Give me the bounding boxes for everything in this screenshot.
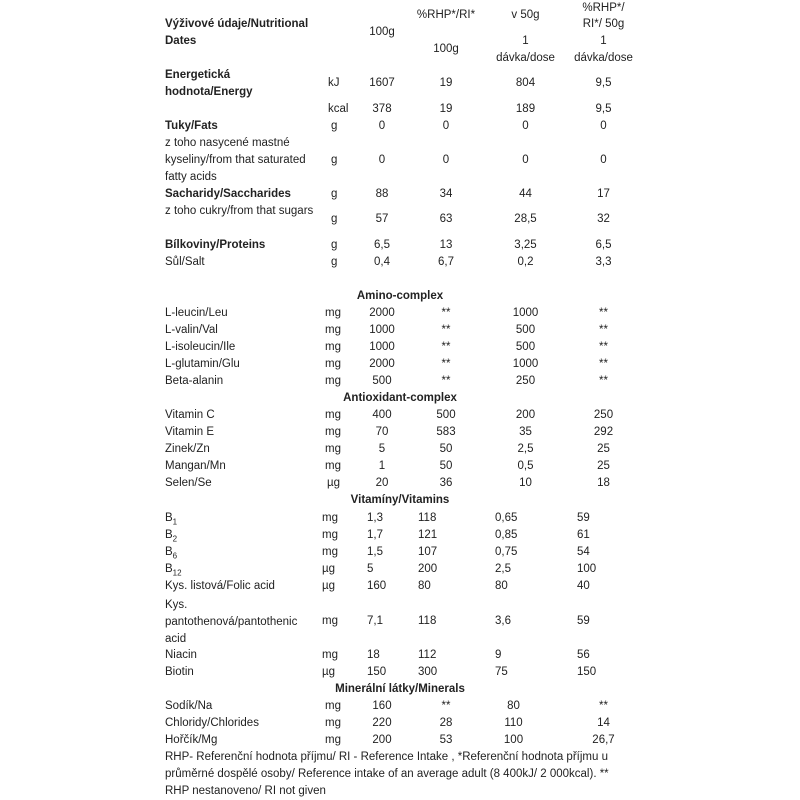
row-rhp-50g: 61 xyxy=(577,529,590,541)
header-v50-top: v 50g xyxy=(511,9,540,21)
row-rhp-100g: 118 xyxy=(418,615,437,627)
row-value-100g: 0 xyxy=(378,120,386,132)
row-rhp-100g: 80 xyxy=(418,580,431,592)
header-v50-bottom: dávka/dose xyxy=(496,52,555,64)
footnote: RHP- Referenční hodnota příjmu/ RI - Reference Intake , *Referenční hodnota příjmu u průměrné dospělé osoby/ Reference intake of an average adult (8 400kJ/ 2 000kcal). ** RHP nestanoveno/ RI not given xyxy=(165,751,609,797)
row-label: Bílkoviny/Proteins xyxy=(165,239,266,251)
row-unit: g xyxy=(331,120,338,132)
row-value-100g: 57 xyxy=(375,213,389,225)
row-label: L-leucin/Leu xyxy=(165,307,228,319)
row-rhp-100g: 63 xyxy=(439,213,453,225)
header-rhp50-num: 1 xyxy=(600,35,607,47)
row-rhp-100g: 53 xyxy=(439,734,453,746)
row-value-50g: 3,25 xyxy=(514,239,537,251)
row-value-50g: 500 xyxy=(515,341,536,353)
row-value-50g: 3,6 xyxy=(495,615,511,627)
row-value-100g: 70 xyxy=(375,426,389,438)
row-unit: mg xyxy=(325,341,341,353)
row-unit: mg xyxy=(322,512,338,524)
row-rhp-50g: 9,5 xyxy=(595,77,612,89)
row-rhp-100g: 13 xyxy=(439,239,453,251)
section-title-vitamins: Vitamíny/Vitamins xyxy=(350,494,450,506)
row-value-50g: 0 xyxy=(522,154,529,166)
row-unit: µg xyxy=(327,477,341,489)
row-rhp-100g: 36 xyxy=(439,477,453,489)
row-unit: g xyxy=(331,213,338,225)
row-rhp-50g: 6,5 xyxy=(595,239,612,251)
row-rhp-100g: 6,7 xyxy=(438,256,454,268)
row-value-50g: 80 xyxy=(495,580,508,592)
row-label: Selen/Se xyxy=(165,477,212,489)
row-value-100g: 160 xyxy=(367,580,387,592)
row-label: L-valin/Val xyxy=(165,324,218,336)
row-rhp-100g: 0 xyxy=(442,120,450,132)
row-value-50g: 0,85 xyxy=(495,529,518,541)
row-value-100g: 220 xyxy=(372,717,392,729)
row-value-100g: 160 xyxy=(372,700,392,712)
row-rhp-50g: 292 xyxy=(593,426,614,438)
row-label: Sůl/Salt xyxy=(165,256,205,268)
row-label: Tuky/Fats xyxy=(165,120,218,132)
row-rhp-50g: ** xyxy=(599,358,608,370)
row-unit: mg xyxy=(325,717,341,729)
row-rhp-100g: 583 xyxy=(436,426,456,438)
row-rhp-50g: 56 xyxy=(577,649,590,661)
row-rhp-50g: 0 xyxy=(600,154,607,166)
row-rhp-100g: 0 xyxy=(442,154,450,166)
row-rhp-100g: 19 xyxy=(439,77,453,89)
row-unit: mg xyxy=(322,546,338,558)
header-100g: 100g xyxy=(369,26,395,38)
row-unit: mg xyxy=(325,460,341,472)
row-value-50g: 0 xyxy=(522,120,529,132)
row-value-100g: 400 xyxy=(372,409,392,421)
row-value-100g: 1607 xyxy=(369,77,395,89)
row-unit: kcal xyxy=(328,103,349,115)
row-rhp-100g: 19 xyxy=(439,103,453,115)
row-unit: mg xyxy=(325,700,341,712)
row-rhp-50g: 0 xyxy=(600,120,607,132)
row-rhp-50g: 18 xyxy=(597,477,610,489)
row-rhp-100g: 50 xyxy=(439,460,453,472)
row-rhp-100g: 112 xyxy=(418,649,437,661)
row-label: Kys. pantothenová/pantothenic acid xyxy=(165,599,298,645)
row-label: $B_2$ xyxy=(165,529,178,544)
row-rhp-50g: 59 xyxy=(577,512,590,524)
row-value-50g: 250 xyxy=(515,375,536,387)
row-unit: mg xyxy=(322,615,338,627)
row-rhp-50g: 25 xyxy=(597,460,610,472)
row-value-100g: 1,7 xyxy=(367,529,383,541)
row-rhp-50g: ** xyxy=(599,307,608,319)
row-value-50g: 0,65 xyxy=(495,512,518,524)
header-rhp-top: %RHP*/RI* xyxy=(416,9,476,21)
header-rhp50-top: %RHP*/ xyxy=(582,2,625,14)
row-label: Zinek/Zn xyxy=(165,443,210,455)
row-rhp-100g: 500 xyxy=(436,409,456,421)
row-rhp-100g: ** xyxy=(441,341,451,353)
row-value-50g: 28,5 xyxy=(514,213,537,225)
row-value-50g: 100 xyxy=(503,734,524,746)
row-value-100g: 1,5 xyxy=(367,546,383,558)
row-rhp-50g: 32 xyxy=(597,213,610,225)
row-label: Sacharidy/Saccharides xyxy=(165,188,291,200)
row-unit: g xyxy=(331,239,338,251)
row-unit: mg xyxy=(325,375,341,387)
row-rhp-50g: 17 xyxy=(597,188,610,200)
row-value-100g: 150 xyxy=(367,666,387,678)
row-value-50g: 2,5 xyxy=(495,563,511,575)
header-label: Výživové údaje/Nutritional Dates xyxy=(165,18,309,47)
row-unit: mg xyxy=(322,649,338,661)
row-value-50g: 110 xyxy=(504,717,523,729)
row-value-50g: 0,5 xyxy=(517,460,534,472)
row-label: Vitamin E xyxy=(165,426,215,438)
row-label: Vitamin C xyxy=(165,409,215,421)
row-label: $B_{12}$ xyxy=(165,563,182,578)
row-value-100g: 2000 xyxy=(369,358,395,370)
row-label: Biotin xyxy=(165,666,194,678)
row-label: Beta-alanin xyxy=(165,375,224,387)
row-value-100g: 5 xyxy=(367,563,374,575)
row-rhp-50g: ** xyxy=(599,700,608,712)
row-unit: mg xyxy=(325,409,341,421)
header-rhp-bottom: 100g xyxy=(433,43,459,55)
row-rhp-100g: ** xyxy=(441,358,451,370)
row-rhp-100g: 34 xyxy=(439,188,453,200)
section-title-antioxidant: Antioxidant-complex xyxy=(343,392,457,404)
row-value-100g: 20 xyxy=(375,477,389,489)
row-rhp-50g: 3,3 xyxy=(595,256,612,268)
row-value-100g: 7,1 xyxy=(367,615,383,627)
row-value-50g: 1000 xyxy=(512,307,539,319)
row-unit: g xyxy=(331,188,338,200)
header-rhp50-mid: RI*/ 50g xyxy=(582,18,625,30)
row-label: $B_6$ xyxy=(165,546,178,561)
row-rhp-100g: ** xyxy=(441,324,451,336)
row-label: Sodík/Na xyxy=(165,700,213,712)
row-rhp-50g: 9,5 xyxy=(595,103,612,115)
row-rhp-50g: ** xyxy=(599,324,608,336)
row-value-100g: 18 xyxy=(367,649,380,661)
row-value-100g: 1,3 xyxy=(367,512,383,524)
row-label: Mangan/Mn xyxy=(165,460,226,472)
row-unit: mg xyxy=(325,734,341,746)
row-rhp-100g: ** xyxy=(441,307,451,319)
row-label: $B_1$ xyxy=(165,512,178,527)
row-rhp-50g: 59 xyxy=(577,615,590,627)
row-value-50g: 804 xyxy=(515,77,536,89)
row-value-50g: 0,2 xyxy=(517,256,534,268)
row-value-50g: 80 xyxy=(507,700,520,712)
row-rhp-100g: ** xyxy=(441,700,451,712)
row-value-50g: 44 xyxy=(519,188,532,200)
row-unit: mg xyxy=(325,443,341,455)
row-unit: µg xyxy=(322,580,336,592)
row-value-50g: 10 xyxy=(519,477,532,489)
row-value-100g: 5 xyxy=(378,443,386,455)
row-value-50g: 200 xyxy=(515,409,536,421)
row-rhp-50g: 54 xyxy=(577,546,590,558)
header-rhp50-bottom: dávka/dose xyxy=(574,52,633,64)
row-rhp-100g: 107 xyxy=(418,546,438,558)
row-rhp-50g: ** xyxy=(599,375,608,387)
row-value-100g: 200 xyxy=(372,734,392,746)
row-unit: g xyxy=(331,154,338,166)
row-value-50g: 9 xyxy=(495,649,502,661)
header-v50-mid: 1 xyxy=(522,35,529,47)
row-value-50g: 35 xyxy=(519,426,532,438)
row-rhp-50g: ** xyxy=(599,341,608,353)
row-label: Kys. listová/Folic acid xyxy=(165,580,275,592)
row-label: Energetická hodnota/Energy xyxy=(165,69,253,98)
row-value-100g: 1000 xyxy=(369,341,395,353)
row-unit: mg xyxy=(325,358,341,370)
row-unit: µg xyxy=(322,666,336,678)
row-label: Chloridy/Chlorides xyxy=(165,717,259,729)
row-rhp-100g: 300 xyxy=(418,666,438,678)
row-rhp-50g: 14 xyxy=(597,717,610,729)
row-unit: mg xyxy=(322,529,338,541)
row-rhp-100g: 200 xyxy=(418,563,438,575)
row-unit: kJ xyxy=(328,77,340,89)
row-rhp-50g: 26,7 xyxy=(592,734,615,746)
row-value-50g: 2,5 xyxy=(517,443,534,455)
section-title-minerals: Minerální látky/Minerals xyxy=(335,683,465,695)
row-value-100g: 0 xyxy=(378,154,386,166)
row-rhp-100g: 28 xyxy=(439,717,453,729)
section-title-amino: Amino-complex xyxy=(356,290,444,302)
row-rhp-50g: 250 xyxy=(593,409,614,421)
row-unit: g xyxy=(331,256,338,268)
row-value-50g: 500 xyxy=(515,324,536,336)
row-value-50g: 1000 xyxy=(512,358,539,370)
row-value-100g: 2000 xyxy=(369,307,395,319)
row-value-100g: 6,5 xyxy=(374,239,390,251)
row-value-50g: 189 xyxy=(515,103,536,115)
row-rhp-50g: 40 xyxy=(577,580,590,592)
row-rhp-50g: 150 xyxy=(577,666,597,678)
row-value-100g: 0,4 xyxy=(374,256,390,268)
row-label: z toho nasycené mastné kyseliny/from that saturated fatty acids xyxy=(165,137,306,183)
row-label: Niacin xyxy=(165,649,197,661)
row-label: z toho cukry/from that sugars xyxy=(165,205,314,217)
row-value-100g: 500 xyxy=(372,375,392,387)
row-rhp-100g: 121 xyxy=(418,529,438,541)
row-value-100g: 88 xyxy=(375,188,389,200)
row-rhp-100g: 118 xyxy=(418,512,437,524)
row-value-50g: 75 xyxy=(495,666,508,678)
row-unit: mg xyxy=(325,307,341,319)
row-rhp-100g: ** xyxy=(441,375,451,387)
row-value-100g: 378 xyxy=(372,103,392,115)
row-rhp-50g: 25 xyxy=(597,443,610,455)
row-label: Hořčík/Mg xyxy=(165,734,218,746)
row-value-100g: 1 xyxy=(378,460,386,472)
row-value-50g: 0,75 xyxy=(495,546,518,558)
row-value-100g: 1000 xyxy=(369,324,395,336)
row-rhp-100g: 50 xyxy=(439,443,453,455)
row-unit: mg xyxy=(325,324,341,336)
row-label: L-glutamin/Glu xyxy=(165,358,240,370)
row-rhp-50g: 100 xyxy=(577,563,597,575)
row-unit: µg xyxy=(322,563,336,575)
row-label: L-isoleucin/Ile xyxy=(165,341,236,353)
row-unit: mg xyxy=(325,426,341,438)
